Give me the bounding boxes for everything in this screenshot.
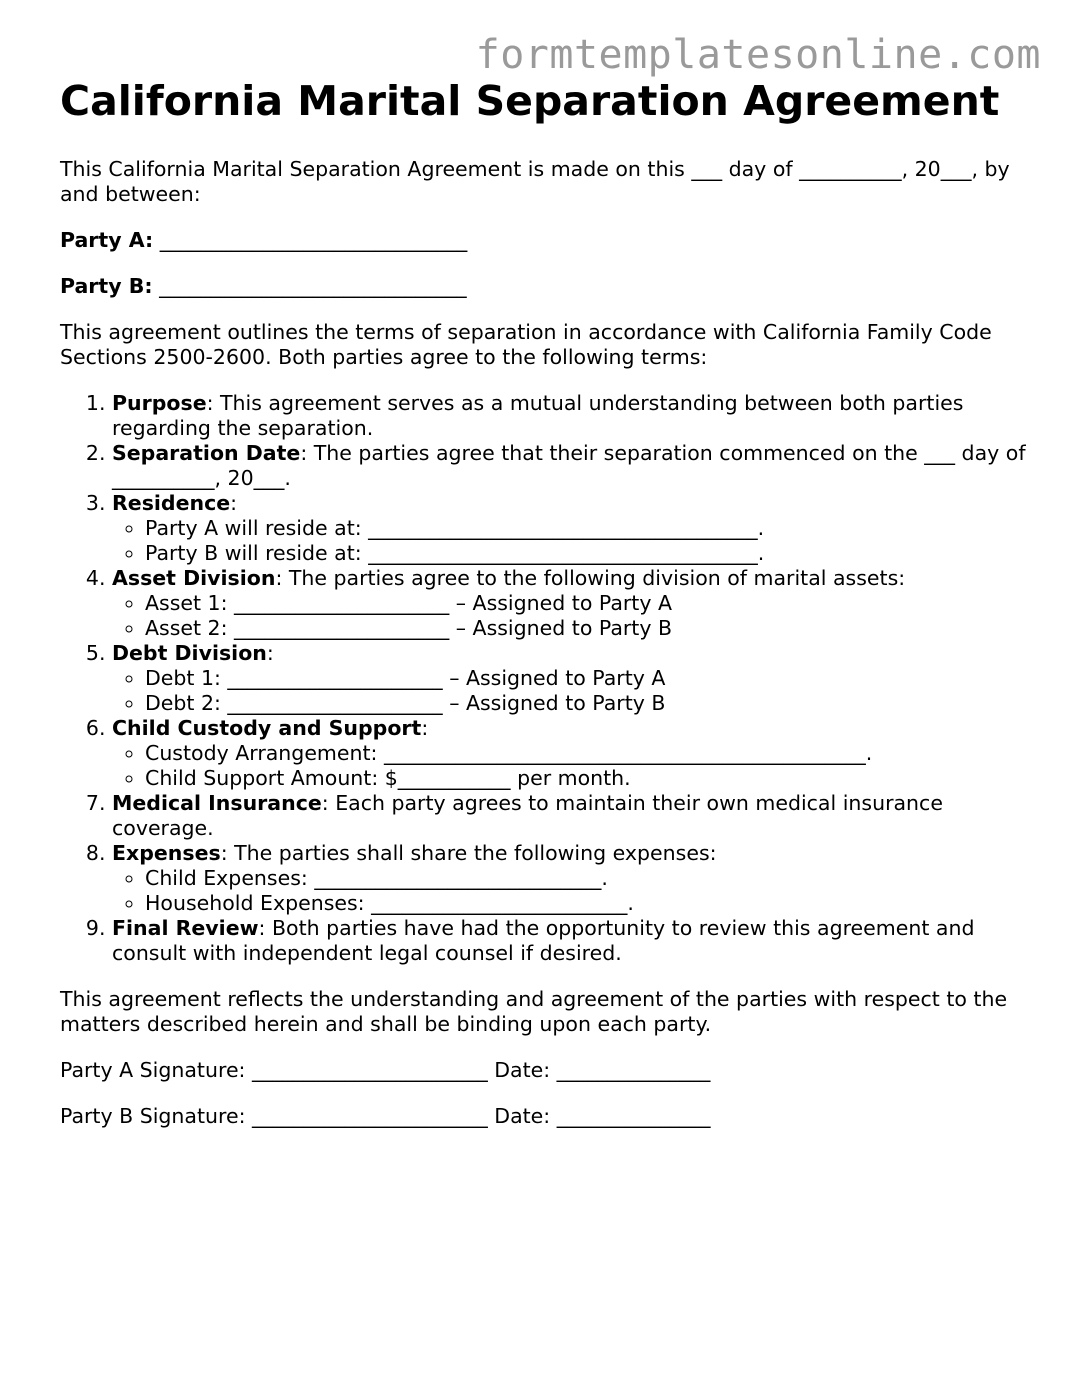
term-text: : <box>230 491 238 515</box>
closing-paragraph: This agreement reflects the understanding and agreement of the parties with respect to the matters described herein and shall be binding upon each party. <box>60 987 1008 1036</box>
intro-paragraph: This California Marital Separation Agreement is made on this ___ day of __________, 20___, by and between: <box>60 157 1010 206</box>
child-support-amount: ◦ Child Support Amount: $___________ per month. <box>145 766 1040 791</box>
term-text: : <box>266 641 274 665</box>
term-label: Debt Division <box>112 641 267 665</box>
residence-party-b: ◦ Party B will reside at: ______________________________________. <box>145 541 1040 566</box>
custody-arrangement: ◦ Custody Arrangement: _______________________________________________. <box>145 741 1040 766</box>
term-text: : This agreement serves as a mutual understanding between both parties regarding the separation. <box>112 391 964 440</box>
party-b-blank[interactable]: ______________________________ <box>159 274 467 298</box>
asset-1: ◦ Asset 1: _____________________ – Assigned to Party A <box>145 591 1040 616</box>
term-label: Child Custody and Support <box>112 716 422 740</box>
party-a-blank[interactable]: ______________________________ <box>159 228 468 252</box>
residence-sublist <box>112 516 1040 566</box>
residence-party-a: ◦ Party A will reside at: ______________________________________. <box>145 516 1040 541</box>
debt-2: ◦ Debt 2: _____________________ – Assigned to Party B <box>145 691 1040 716</box>
household-expenses: ◦ Household Expenses: _________________________. <box>145 891 1040 916</box>
debt-sublist <box>112 666 1040 716</box>
term-separation-date <box>112 441 1040 491</box>
term-medical-insurance <box>112 791 1040 841</box>
term-text: : Each party agrees to maintain their own medical insurance coverage. <box>112 791 943 840</box>
debt-1: ◦ Debt 1: _____________________ – Assigned to Party A <box>145 666 1040 691</box>
term-label: Final Review <box>112 916 259 940</box>
party-a-line <box>60 228 1040 253</box>
watermark: formtemplatesonline.com <box>475 32 1041 78</box>
signature-line-party-b: Party B Signature: _______________________ Date: _______________ <box>60 1104 711 1128</box>
custody-sublist <box>112 741 1040 791</box>
party-b-line <box>60 274 1040 299</box>
asset-sublist <box>112 591 1040 641</box>
term-text: : <box>421 716 429 740</box>
term-label: Separation Date <box>112 441 301 465</box>
term-final-review <box>112 916 1040 966</box>
term-label: Expenses <box>112 841 221 865</box>
term-label: Purpose <box>112 391 207 415</box>
party-a-label: Party A: <box>60 228 154 252</box>
term-asset-division <box>112 566 1040 641</box>
term-label: Residence <box>112 491 231 515</box>
expenses-sublist <box>112 866 1040 916</box>
asset-2: ◦ Asset 2: _____________________ – Assigned to Party B <box>145 616 1040 641</box>
term-text: : Both parties have had the opportunity to review this agreement and consult with independent legal counsel if desired. <box>112 916 975 965</box>
term-label: Medical Insurance <box>112 791 322 815</box>
party-b-label: Party B: <box>60 274 153 298</box>
term-text: : The parties shall share the following expenses: <box>220 841 717 865</box>
term-text: : The parties agree that their separation commenced on the ___ day of __________, 20___. <box>112 441 1026 490</box>
term-purpose <box>112 391 1040 441</box>
signature-line-party-a: Party A Signature: _______________________ Date: _______________ <box>60 1058 711 1082</box>
terms-list <box>60 391 1040 966</box>
term-label: Asset Division <box>112 566 276 590</box>
term-text: : The parties agree to the following division of marital assets: <box>275 566 906 590</box>
terms-intro-paragraph: This agreement outlines the terms of separation in accordance with California Family Code Sections 2500-2600. Both parties agree to the following terms: <box>60 320 992 369</box>
term-debt-division <box>112 641 1040 716</box>
term-residence <box>112 491 1040 566</box>
document-page <box>60 76 1040 1129</box>
document-title: California Marital Separation Agreement <box>60 77 1000 125</box>
term-expenses <box>112 841 1040 916</box>
term-child-custody <box>112 716 1040 791</box>
child-expenses: ◦ Child Expenses: ____________________________. <box>145 866 1040 891</box>
